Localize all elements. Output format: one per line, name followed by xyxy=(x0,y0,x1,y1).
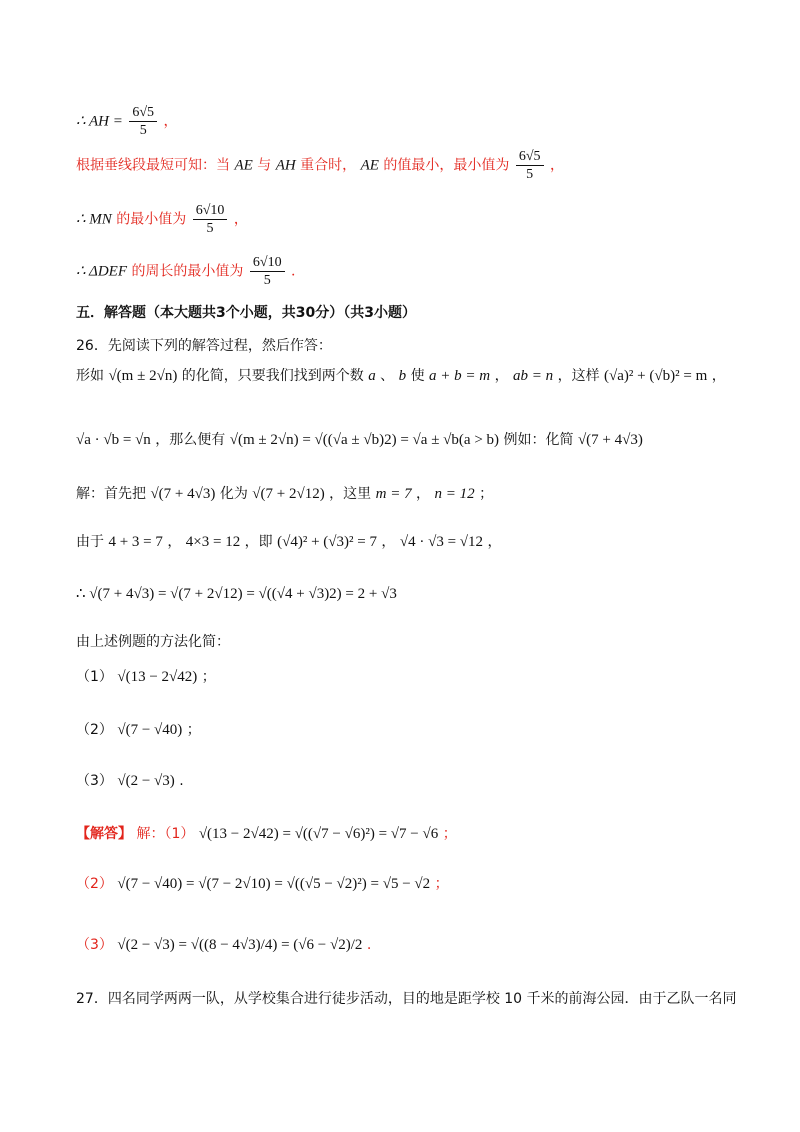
math-expr: √(m ± 2√n) xyxy=(108,368,178,384)
fraction-mn xyxy=(193,202,228,237)
q26-part-2 xyxy=(76,720,201,740)
math-expr: √(2 − √3) = √((8 − 4√3)/4) = (√6 − √2)/2 xyxy=(117,937,363,953)
punct: ， xyxy=(233,211,248,228)
q26-line-1 xyxy=(76,366,726,386)
therefore-ah: ∴ AH = xyxy=(76,113,123,130)
q26-task: 由上述例题的方法化简： xyxy=(76,634,230,650)
therefore-def: ∴ ΔDEF xyxy=(76,263,127,280)
part-label: （1） xyxy=(76,669,113,685)
text: ，这里 xyxy=(329,486,372,502)
text: ，这样 xyxy=(557,368,600,384)
math-expr: √(7 − √40) xyxy=(117,722,183,738)
answer-2 xyxy=(76,874,449,894)
question-26-intro: 26．先阅读下列的解答过程，然后作答： xyxy=(76,338,332,354)
math-expr: (√a)² + (√b)² = m xyxy=(604,368,708,384)
math-expr: √(m ± 2√n) = √((√a ± √b)2) = √a ± √b(a > b) xyxy=(229,432,500,448)
math-expr: √4 · √3 = √12 xyxy=(399,534,484,550)
punct: . xyxy=(291,263,296,280)
punct: ， xyxy=(163,113,178,130)
text: 形如 xyxy=(76,368,104,384)
text: ，即 xyxy=(244,534,273,550)
math-expr: m = 7 xyxy=(375,486,412,502)
math-expr: ∴ √(7 + 4√3) = √(7 + 2√12) = √((√4 + √3)2) = 2 + √3 xyxy=(76,586,397,602)
math-expr: √(7 − √40) = √(7 − 2√10) = √((√5 − √2)²) = √5 − √2 xyxy=(117,876,431,892)
text: ，那么便有 xyxy=(155,432,226,448)
text: 解：（1） xyxy=(136,826,195,842)
text: ； xyxy=(442,826,457,842)
var-a: a xyxy=(368,368,376,384)
answer-tag: 【解答】 xyxy=(76,826,132,842)
fraction-denominator: 5 xyxy=(206,221,214,236)
math-expr: n = 12 xyxy=(434,486,475,502)
text: 重合时， xyxy=(300,157,357,174)
text: 由于 xyxy=(76,534,104,550)
q26-part-1 xyxy=(76,667,216,687)
therefore-mn: ∴ MN xyxy=(76,211,112,228)
text: 例如：化简 xyxy=(503,432,574,448)
text: ， xyxy=(381,534,396,550)
fraction-denominator: 5 xyxy=(139,123,147,138)
line-mn xyxy=(76,202,248,237)
math-expr: √(7 + 4√3) xyxy=(150,486,216,502)
math-expr: 4 + 3 = 7 xyxy=(108,534,163,550)
text: ， xyxy=(711,368,726,384)
math-expr: (√4)² + (√3)² = 7 xyxy=(277,534,377,550)
section-heading: 五．解答题（本大题共3个小题，共30分）（共3小题） xyxy=(76,305,416,321)
text: 的周长的最小值为 xyxy=(131,263,244,280)
punct: ， xyxy=(549,157,564,174)
part-label: （3） xyxy=(76,937,113,953)
text: ； xyxy=(186,722,201,738)
math-expr: √(7 + 4√3) xyxy=(577,432,643,448)
text: 的化简，只要我们找到两个数 xyxy=(181,368,364,384)
math-expr: ab = n xyxy=(513,368,554,384)
text: 、 xyxy=(380,368,395,384)
math-expr: √a · √b = √n xyxy=(76,432,151,448)
var-b: b xyxy=(398,368,407,384)
math-expr: √(13 − 2√42) xyxy=(117,669,198,685)
text: 根据垂线段最短可知：当 xyxy=(76,157,230,174)
var-ae: AE xyxy=(234,157,253,174)
text: . xyxy=(179,773,184,789)
text: ， xyxy=(416,486,431,502)
fraction-min xyxy=(516,148,544,183)
q26-part-3 xyxy=(76,771,184,791)
part-label: （2） xyxy=(76,722,113,738)
answer-3 xyxy=(76,935,371,955)
q26-line-2 xyxy=(76,430,643,450)
text: 与 xyxy=(257,157,272,174)
math-expr: a + b = m xyxy=(429,368,491,384)
answer-1 xyxy=(76,824,457,844)
fraction-def xyxy=(250,254,285,289)
math-expr: √(2 − √3) xyxy=(117,773,175,789)
text: ， xyxy=(167,534,182,550)
text: 使 xyxy=(410,368,425,384)
var-ah: AH xyxy=(275,157,296,174)
part-label: （3） xyxy=(76,773,113,789)
question-27: 27．四名同学两两一队，从学校集合进行徒步活动，目的地是距学校 10 千米的前海公园．由于乙队一名同 xyxy=(76,991,737,1007)
fraction-ah xyxy=(129,104,157,139)
fraction-numerator: 6√5 xyxy=(516,148,544,166)
text: 的最小值为 xyxy=(116,211,187,228)
math-expr: √(13 − 2√42) = √((√7 − √6)²) = √7 − √6 xyxy=(198,826,439,842)
text: 解：首先把 xyxy=(76,486,146,502)
text: . xyxy=(366,937,372,953)
q26-line-5 xyxy=(76,584,397,604)
text: 化为 xyxy=(219,486,248,502)
text: ； xyxy=(479,486,494,502)
text: ； xyxy=(434,876,449,892)
math-expr: 4×3 = 12 xyxy=(185,534,241,550)
math-expr: √(7 + 2√12) xyxy=(252,486,325,502)
q26-line-4 xyxy=(76,532,501,552)
fraction-numerator: 6√5 xyxy=(129,104,157,122)
fraction-denominator: 5 xyxy=(263,273,271,288)
var-ae: AE xyxy=(360,157,379,174)
part-label: （2） xyxy=(76,876,113,892)
line-ah xyxy=(76,104,177,139)
text: 的值最小，最小值为 xyxy=(383,157,510,174)
fraction-denominator: 5 xyxy=(526,167,534,182)
text: ， xyxy=(494,368,509,384)
fraction-numerator: 6√10 xyxy=(250,254,285,272)
q26-line-3 xyxy=(76,484,493,504)
text: ； xyxy=(201,669,216,685)
line-def xyxy=(76,254,295,289)
fraction-numerator: 6√10 xyxy=(193,202,228,220)
text: ， xyxy=(487,534,502,550)
line-shortest xyxy=(76,148,564,183)
